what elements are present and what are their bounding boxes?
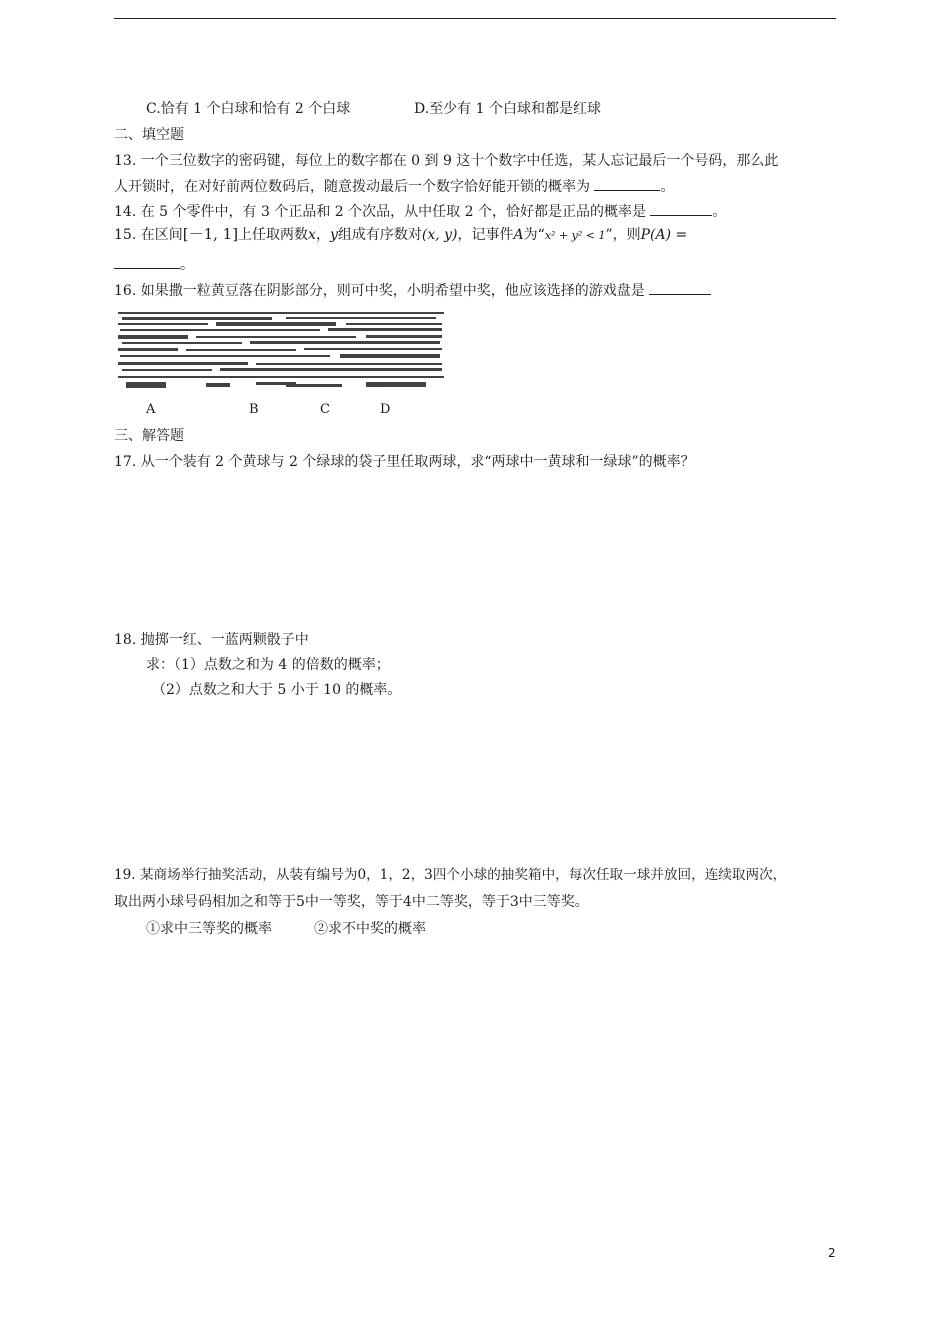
q15-end: 。 [180,257,194,273]
header-rule [114,18,836,19]
q17-text: 17. 从一个装有 2 个黄球与 2 个绿球的袋子里任取两球，求“两球中一黄球和一绿球”的概率？ [114,454,695,470]
q12-option-c: C.恰有 1 个白球和恰有 2 个白球 [146,101,351,117]
game-boards-image [116,308,446,390]
q13-line2 [114,178,674,196]
q15-event-a: A [513,227,524,243]
q14-answer-blank[interactable] [650,203,712,216]
q13-end: 。 [660,179,675,195]
q16-text: 16. 如果撒一粒黄豆落在阴影部分，则可中奖，小明希望中奖，他应该选择的游戏盘是 [114,283,645,299]
q18-title: 18. 抛掷一红、一蓝两颗骰子中 [114,632,309,648]
q15-probability: P(A) = [640,227,688,243]
q13-line1: 13. 一个三位数字的密码键，每位上的数字都在 0 到 9 这十个数字中任选，某人忘记最后一个号码，那么此 [114,153,779,169]
q19-part2: ②求不中奖的概率 [314,921,426,937]
q13-answer-blank[interactable] [594,178,660,191]
q12-option-d: D.至少有 1 个白球和都是红球 [414,101,601,117]
q14-end: 。 [712,204,727,220]
q15-condition: x² + y² < 1 [544,229,606,242]
q14-text: 14. 在 5 个零件中，有 3 个正品和 2 个次品，从中任取 2 个，恰好都是正品的概率是 [114,204,646,220]
q15-line [114,225,687,245]
q18-part1: 求：（1）点数之和为 4 的倍数的概率； [146,657,390,673]
q15-text-4: ，记事件 [457,227,514,243]
q19-line2: 取出两小球号码相加之和等于5中一等奖，等于4中二等奖，等于3中三等奖。 [114,894,589,910]
page-number: 2 [828,1246,836,1260]
q15-interval: [－1, 1] [182,225,239,243]
q15-var-y: y [329,227,338,243]
section-answer-heading: 三、解答题 [114,428,184,444]
q15-answer-blank[interactable] [114,256,180,269]
q16-line [114,282,711,300]
q14-line [114,203,726,221]
q15-text-6: ”，则 [605,227,641,243]
q18-part2: （2）点数之和大于 5 小于 10 的概率。 [152,682,402,698]
q16-board-label-d: D [380,402,391,417]
q15-var-x: x [308,227,316,243]
q19-line1: 19. 某商场举行抽奖活动，从装有编号为0，1，2，3四个小球的抽奖箱中，每次任取一球并放回，连续取两次， [114,867,787,883]
q16-answer-blank[interactable] [649,282,711,295]
q13-text: 人开锁时，在对好前两位数码后，随意拨动最后一个数字恰好能开锁的概率为 [114,179,590,195]
q15-ordered-pair: (x, y) [421,227,458,243]
q16-board-label-a: A [146,402,156,417]
q19-part1: ①求中三等奖的概率 [146,921,272,937]
q16-board-label-b: B [249,402,259,417]
section-fill-in-heading: 二、填空题 [114,127,184,143]
q15-answer-line [114,256,194,274]
q15-text-2: 上任取两数 [238,227,309,243]
q16-board-label-c: C [320,402,330,417]
q15-text-3: 组成有序数对 [337,227,422,243]
q15-sep: ， [315,227,330,243]
q15-text-5: 为“ [523,227,545,243]
q15-text-1: 15. 在区间 [114,227,183,243]
